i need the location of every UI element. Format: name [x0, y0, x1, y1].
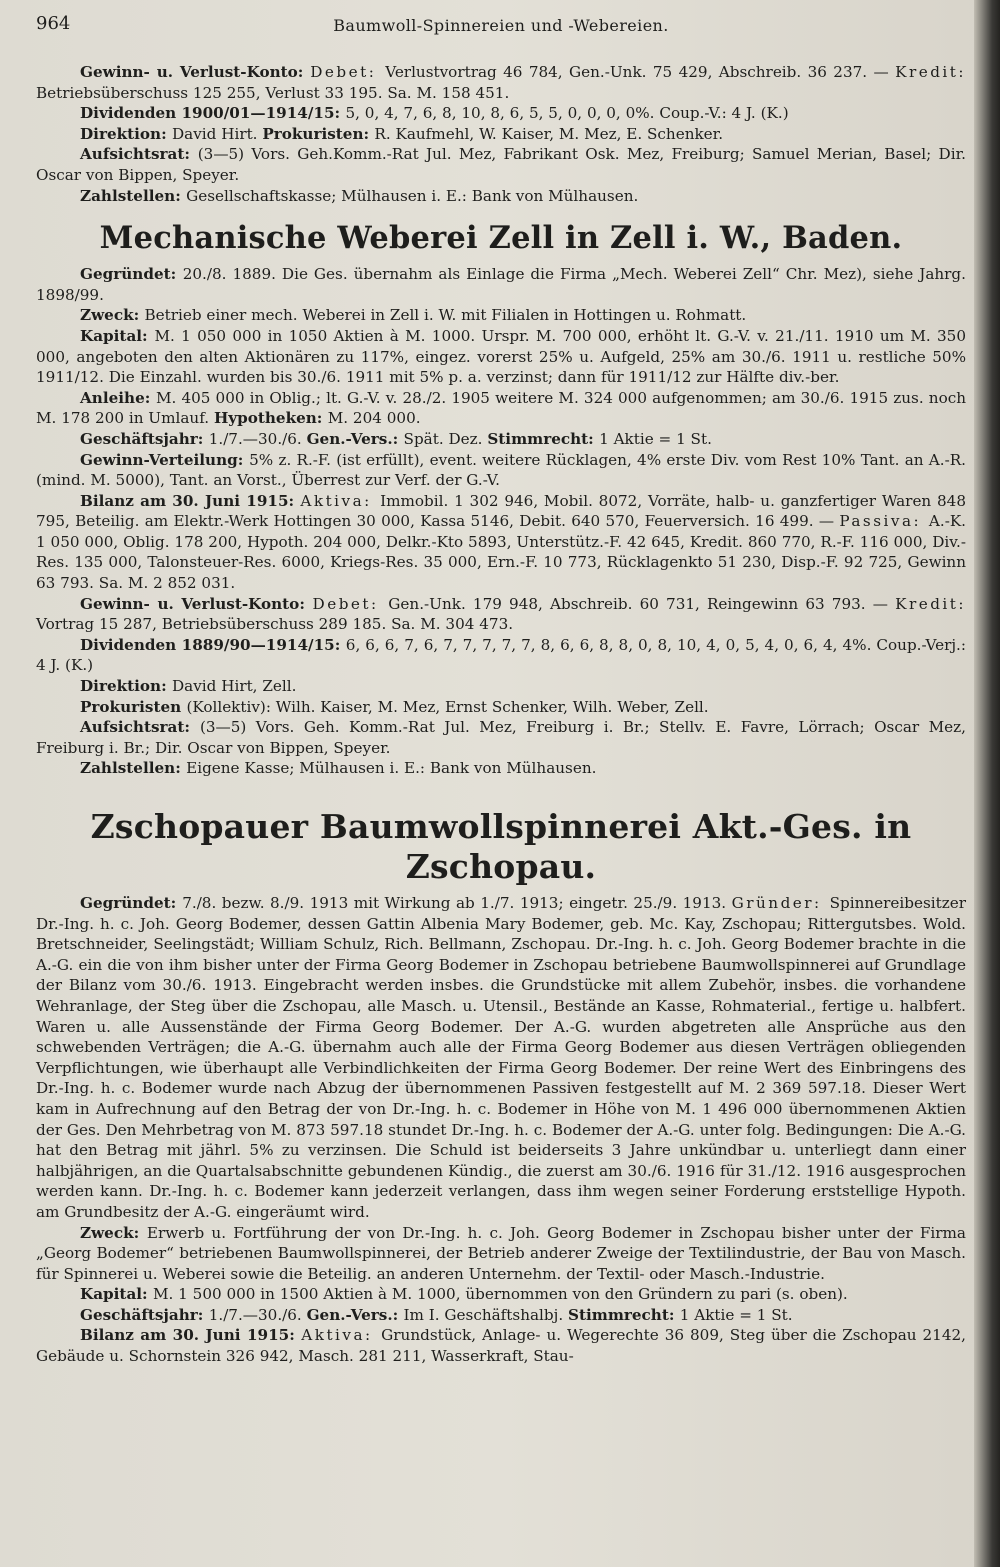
paragraph-text: 20./8. 1889. Die Ges. übernahm als Einlage die Firma „Mech. Weberei Zell“ Chr. Mez), siehe Jahrg. 1898/99. — [36, 265, 966, 304]
page-edge-shadow — [974, 0, 1000, 1567]
paragraph-text: (3—5) Vors. Geh.Komm.-Rat Jul. Mez, Fabrikant Osk. Mez, Freiburg; Samuel Merian, Basel; Dir. Oscar von Bippen, Speyer. — [36, 145, 966, 184]
paragraph-label: Geschäftsjahr: — [80, 429, 204, 448]
paragraph-text: Im I. Geschäftshalbj. — [403, 1305, 564, 1324]
paragraph — [36, 1284, 966, 1305]
first-section — [36, 62, 966, 206]
spaced-label: Passiva: — [839, 512, 922, 531]
inline-label: Stimmrecht: — [487, 429, 594, 448]
spaced-label: Debet: — [310, 63, 377, 81]
paragraph-text: 6, 6, 6, 7, 6, 7, 7, 7, 7, 7, 8, 6, 6, 8, 8, 0, 8, 10, 4, 0, 5, 4, 0, 6, 4, 4%. Coup.-Verj.: 4 J. (K.) — [36, 635, 966, 675]
paragraph — [36, 893, 966, 1223]
inline-label: Gen.-Vers.: — [306, 1305, 399, 1324]
paragraph-text: Vortrag 15 287, Betriebsüberschuss 289 185. Sa. M. 304 473. — [36, 615, 514, 634]
paragraph — [36, 717, 966, 758]
paragraph-text: Betrieb einer mech. Weberei in Zell i. W. mit Filialen in Hottingen u. Rohmatt. — [144, 306, 747, 325]
paragraph-text: 1 Aktie = 1 St. — [599, 429, 712, 448]
paragraph-text: 7./8. bezw. 8./9. 1913 mit Wirkung ab 1./7. 1913; eingetr. 25./9. 1913. — [182, 894, 727, 912]
company-entries — [36, 218, 966, 1367]
paragraph-text: Verlustvortrag 46 784, Gen.-Unk. 75 429, Abschreib. 36 237. — — [385, 63, 889, 81]
spaced-label: Debet: — [312, 594, 379, 613]
paragraph — [36, 758, 966, 779]
inline-label: Hypotheken: — [213, 409, 323, 428]
paragraph — [36, 1325, 966, 1366]
paragraph-label: Zahlstellen: — [80, 759, 181, 778]
page-content — [36, 14, 966, 1367]
paragraph-text: R. Kaufmehl, W. Kaiser, M. Mez, E. Schenker. — [374, 124, 724, 143]
paragraph-label: Dividenden 1889/90—1914/15: — [80, 635, 341, 654]
paragraph-label: Kapital: — [80, 326, 148, 345]
paragraph-text: Grundstück, Anlage- u. Wegerechte 36 809, Steg über die Zschopau 2142, Gebäude u. Schornstein 326 942, Masch. 281 211, Wasserkraft, Stau- — [36, 1326, 966, 1366]
paragraph-text: 1 Aktie = 1 St. — [679, 1305, 793, 1324]
paragraph-label: Gewinn-Verteilung: — [80, 450, 244, 469]
paragraph-text: M. 204 000. — [327, 409, 421, 428]
company-title: Mechanische Weberei Zell in Zell i. W., Baden. — [99, 220, 903, 257]
paragraph-label: Bilanz am 30. Juni 1915: — [80, 1326, 295, 1345]
paragraph-text: Spät. Dez. — [403, 429, 483, 448]
paragraph — [36, 491, 966, 594]
paragraph-text: 5, 0, 4, 7, 6, 8, 10, 8, 6, 5, 5, 0, 0, 0, 0%. Coup.-V.: 4 J. (K.) — [345, 104, 789, 123]
paragraph — [36, 305, 966, 326]
spaced-label: Kredit: — [895, 63, 966, 81]
paragraph — [36, 62, 966, 103]
paragraph-label: Geschäftsjahr: — [80, 1305, 204, 1324]
paragraph-label: Direktion: — [80, 677, 167, 696]
paragraph-text: M. 405 000 in Oblig.; lt. G.-V. v. 28./2. 1905 weitere M. 324 000 aufgenommen; am 30./6. 1915 zus. noch M. 178 200 in Umlauf. — [36, 388, 966, 428]
inline-label: Gen.-Vers.: — [306, 429, 399, 448]
paragraph-label: Aufsichtsrat: — [80, 145, 190, 164]
inline-label: Stimmrecht: — [568, 1305, 675, 1324]
paragraph-text: Gesellschaftskasse; Mülhausen i. E.: Bank von Mülhausen. — [186, 186, 639, 205]
paragraph-text: M. 1 500 000 in 1500 Aktien à M. 1000, übernommen von den Gründern zu pari (s. oben). — [152, 1285, 848, 1304]
paragraph-label: Gegründet: — [80, 894, 177, 912]
paragraph-label: Kapital: — [80, 1285, 148, 1304]
paragraph — [36, 186, 966, 207]
company-title: Zschopauer Baumwollspinnerei Akt.-Ges. in Zschopau. — [90, 807, 912, 886]
running-head — [36, 14, 966, 40]
paragraph — [36, 1305, 966, 1326]
paragraph-text: 5% z. R.-F. (ist erfüllt), event. weitere Rücklagen, 4% erste Div. vom Rest 10% Tant. an A.-R. (mind. M. 5000), Tant. an Vorst., Überrest zur Verf. der G.-V. — [36, 450, 966, 490]
paragraph-label: Bilanz am 30. Juni 1915: — [80, 491, 295, 510]
paragraph-text: (Kollektiv): Wilh. Kaiser, M. Mez, Ernst Schenker, Wilh. Weber, Zell. — [186, 697, 709, 716]
paragraph-text: Eigene Kasse; Mülhausen i. E.: Bank von Mülhausen. — [186, 759, 597, 778]
paragraph-text: A.-K. 1 050 000, Oblig. 178 200, Hypoth. 204 000, Delkr.-Kto 5893, Unterstütz.-F. 42 645, Kredit. 860 770, R.-F. 116 000, Div.-Res. 135 000, Talonsteuer-Res. 6000, Kriegs-Res. 35 000, Ern.-F. 10 773, Rücklagenkto 51 230, Disp.-F. 92 725, Gewinn 63 793. Sa. M. 2 852 031. — [36, 512, 967, 593]
paragraph-text: M. 1 050 000 in 1050 Aktien à M. 1000. Urspr. M. 700 000, erhöht lt. G.-V. v. 21./11. 1910 um M. 350 000, angeboten den alten Aktionären zu 117%, eingez. vorerst 25% u. Aufgeld, 25% am 30./6. 1911 u. restliche 50% 1911/12. Die Einzahl. wurden bis 30./6. 1911 mit 5% p. a. verzinst; dann für 1911/12 zur Hälfte div.-ber. — [36, 326, 966, 387]
running-title: Baumwoll-Spinnereien und -Webereien. — [333, 16, 669, 35]
paragraph-label: Aufsichtsrat: — [80, 718, 190, 737]
paragraph-label: Zahlstellen: — [80, 186, 181, 205]
paragraph-text: David Hirt. — [172, 124, 258, 143]
paragraph-label: Anleihe: — [80, 388, 151, 407]
paragraph-text: Gen.-Unk. 179 948, Abschreib. 60 731, Reingewinn 63 793. — — [388, 594, 888, 613]
spaced-label: Aktiva: — [301, 1326, 373, 1345]
paragraph-text: David Hirt, Zell. — [172, 677, 297, 696]
paragraph — [36, 264, 966, 305]
paragraph-label: Zweck: — [80, 1223, 140, 1242]
paragraph — [36, 697, 966, 718]
company-entry — [36, 218, 966, 779]
paragraph-text: Betriebsüberschuss 125 255, Verlust 33 195. Sa. M. 158 451. — [36, 83, 510, 102]
company-entry — [36, 807, 966, 1367]
paragraph-text: 1./7.—30./6. — [208, 1305, 302, 1324]
paragraph — [36, 594, 966, 635]
paragraph-label: Direktion: — [80, 124, 167, 143]
page-number: 964 — [36, 13, 71, 34]
paragraph-text: Spinnereibesitzer Dr.-Ing. h. c. Joh. Georg Bodemer, dessen Gattin Albenia Mary Bodemer, geb. Mc. Kay, Zschopau; Rittergutsbes. Wold. Bretschneider, Seelingstädt; William Schulz, Rich. Bellmann, Zschopau. Dr.-Ing. h. c. Joh. Georg Bodemer brachte in die A.-G. ein die von ihm bisher unter der Firma Georg Bodemer in Zschopau betriebene Baumwollspinnerei auf Grundlage der Bilanz vom 30./6. 1913. Eingebracht werden insbes. die Grundstücke mit allem Zubehör, insbes. die vorhandene Wehranlage, der Steg über die Zschopau, alle Masch. u. Utensil., Bestände an Kasse, Rohmaterial., fertige u. halbfert. Waren u. alle Aussenstände der Firma Georg Bodemer. Der A.-G. wurden abgetreten alle Ansprüche aus den schwebenden Verträgen; die A.-G. übernahm auch alle der Firma Georg Bodemer aus diesen Verträgen obliegenden Verpflichtungen, wie überhaupt alle Verbindlichkeiten der Firma Georg Bodemer. Der reine Wert des Einbringens des Dr.-Ing. h. c. Bodemer wurde nach Abzug der übernommenen Passiven festgestellt auf M. 2 369 597.18. Dieser Wert kam in Aufrechnung auf den Betrag der von Dr.-Ing. h. c. Bodemer in Höhe von M. 1 496 000 übernommenen Aktien der Ges. Den Mehrbetrag von M. 873 597.18 stundet Dr.-Ing. h. c. Bodemer der A.-G. unter folg. Bedingungen: Die A.-G. hat den Betrag mit jährl. 5% zu verzinsen. Die Schuld ist beiderseits 3 Jahre unkündbar u. unterliegt dann einer halbjährigen, an die Quartalsabschnitte gebundenen Kündig., die zuerst am 30./6. 1916 für 31./12. 1916 ausgesprochen werden kann. Dr.-Ing. h. c. Bodemer kann jederzeit verlangen, dass ihm wegen seiner Forderung erststellige Hypoth. am Grundbesitz der A.-G. eingeräumt wird. — [36, 894, 966, 1221]
paragraph-text: Erwerb u. Fortführung der von Dr.-Ing. h. c. Joh. Georg Bodemer in Zschopau bisher unter der Firma „Georg Bodemer“ betriebenen Baumwollspinnerei, der Betrieb anderer Zweige der Textilindustrie, der Bau von Masch. für Spinnerei u. Weberei sowie die Beteilig. an anderen Unternehm. der Textil- oder Masch.-Industrie. — [36, 1223, 966, 1283]
paragraph — [36, 388, 966, 429]
paragraph-label: Dividenden 1900/01—1914/15: — [80, 104, 341, 123]
paragraph-label: Prokuristen — [80, 697, 182, 716]
paragraph — [36, 429, 966, 450]
spaced-label: Kredit: — [895, 594, 967, 613]
paragraph-text: (3—5) Vors. Geh. Komm.-Rat Jul. Mez, Freiburg i. Br.; Stellv. E. Favre, Lörrach; Oscar Mez, Freiburg i. Br.; Dir. Oscar von Bippen, Speyer. — [36, 718, 966, 757]
paragraph — [36, 103, 966, 124]
paragraph-label: Zweck: — [80, 306, 140, 325]
paragraph-text: Immobil. 1 302 946, Mobil. 8072, Vorräte, halb- u. ganzfertiger Waren 848 795, Beteilig. am Elektr.-Werk Hottingen 30 000, Kassa 5146, Debit. 640 570, Feuerversich. 16 499. — — [36, 491, 966, 531]
paragraph — [36, 676, 966, 697]
paragraph — [36, 1223, 966, 1285]
spaced-label: Gründer: — [731, 894, 822, 912]
spaced-label: Aktiva: — [300, 491, 372, 510]
paragraph-label: Gewinn- u. Verlust-Konto: — [80, 63, 304, 81]
paragraph — [36, 450, 966, 491]
paragraph — [36, 144, 966, 185]
paragraph — [36, 635, 966, 676]
paragraph-label: Gegründet: — [80, 265, 177, 284]
paragraph — [36, 326, 966, 388]
paragraph-label: Gewinn- u. Verlust-Konto: — [80, 594, 305, 613]
inline-label: Prokuristen: — [262, 124, 370, 143]
paragraph-text: 1./7.—30./6. — [208, 429, 302, 448]
paragraph — [36, 124, 966, 145]
